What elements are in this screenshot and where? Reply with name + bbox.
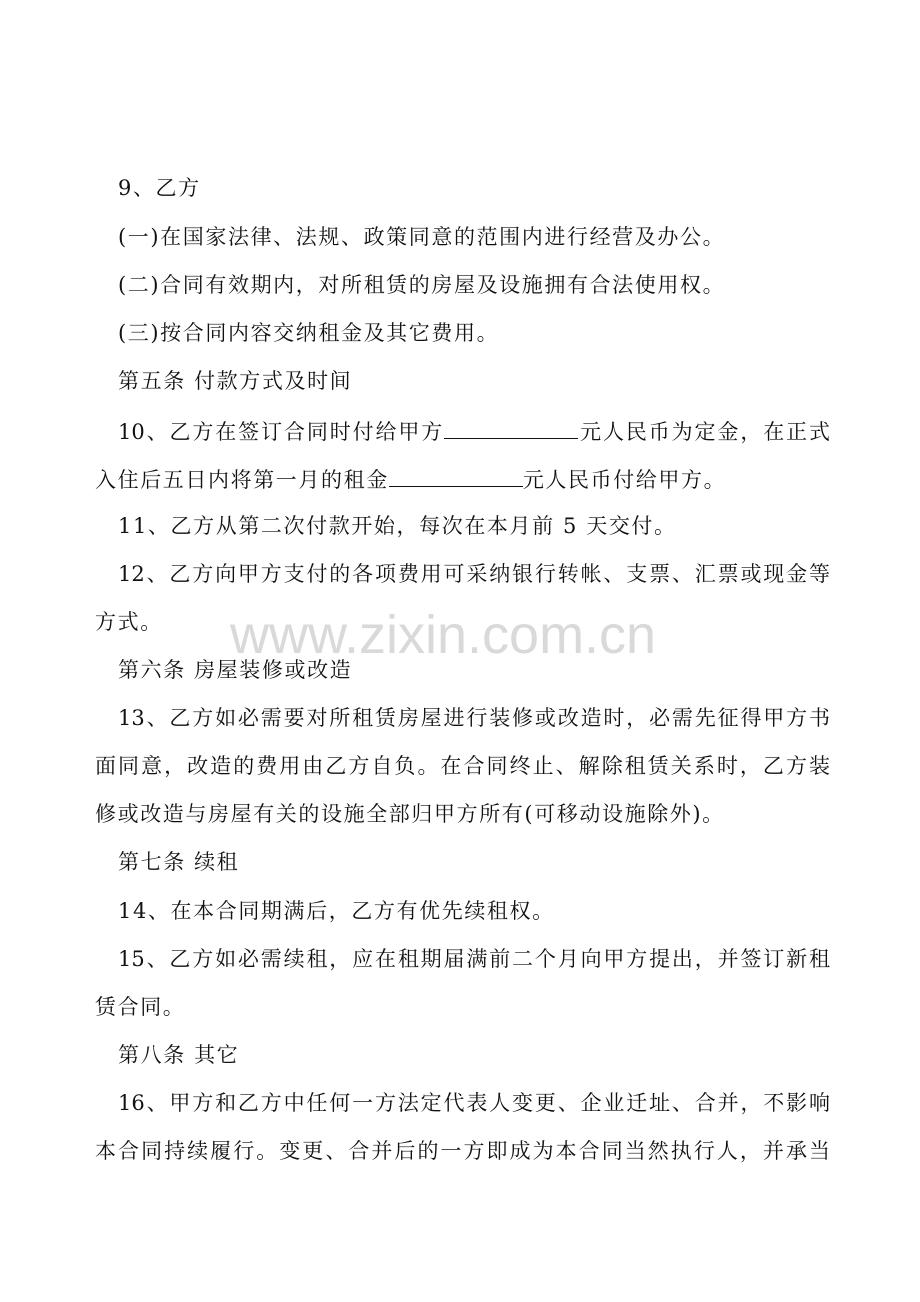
deposit-amount-blank bbox=[444, 418, 578, 439]
clause-11: 11、乙方从第二次付款开始，每次在本月前 5 天交付。 bbox=[118, 514, 677, 538]
clause-10-line-1 bbox=[118, 418, 830, 444]
clause-10-text-c: 入住后五日内将第一月的租金 bbox=[95, 468, 389, 492]
clause-16-line-1: 16、甲方和乙方中任何一方法定代表人变更、企业迁址、合并，不影响 bbox=[118, 1091, 830, 1115]
watermark: www.zixin.com.cn bbox=[230, 605, 657, 665]
clause-15-line-2: 赁合同。 bbox=[95, 995, 186, 1019]
clause-10-text-a: 10、乙方在签订合同时付给甲方 bbox=[118, 420, 445, 444]
clause-13-line-1: 13、乙方如必需要对所租赁房屋进行装修或改造时，必需先征得甲方书 bbox=[118, 706, 830, 730]
article-5-heading: 第五条 付款方式及时间 bbox=[118, 369, 353, 393]
clause-12-line-2: 方式。 bbox=[95, 610, 163, 634]
clause-10-text-b: 元人民币为定金，在正式 bbox=[578, 420, 830, 444]
clause-14: 14、在本合同期满后，乙方有优先续租权。 bbox=[118, 899, 555, 923]
clause-13-line-2: 面同意，改造的费用由乙方自负。在合同终止、解除租赁关系时，乙方装 bbox=[95, 754, 830, 778]
clause-10-line-2 bbox=[95, 466, 726, 492]
clause-10-text-d: 元人民币付给甲方。 bbox=[522, 468, 727, 492]
clause-9-item-2: (二)合同有效期内，对所租赁的房屋及设施拥有合法使用权。 bbox=[118, 273, 726, 297]
clause-9-item-1: (一)在国家法律、法规、政策同意的范围内进行经营及办公。 bbox=[118, 225, 726, 249]
clause-13-line-3: 修或改造与房屋有关的设施全部归甲方所有(可移动设施除外)。 bbox=[95, 802, 725, 826]
article-7-heading: 第七条 续租 bbox=[118, 850, 240, 874]
clause-16-line-2: 本合同持续履行。变更、合并后的一方即成为本合同当然执行人，并承当 bbox=[95, 1139, 830, 1163]
clause-9-item-3: (三)按合同内容交纳租金及其它费用。 bbox=[118, 321, 500, 345]
article-6-heading: 第六条 房屋装修或改造 bbox=[118, 658, 353, 682]
article-8-heading: 第八条 其它 bbox=[118, 1043, 240, 1067]
clause-12-line-1: 12、乙方向甲方支付的各项费用可采纳银行转帐、支票、汇票或现金等 bbox=[118, 562, 830, 586]
clause-9-heading: 9、乙方 bbox=[118, 176, 201, 200]
first-month-rent-blank bbox=[389, 466, 523, 487]
clause-15-line-1: 15、乙方如必需续租，应在租期届满前二个月向甲方提出，并签订新租 bbox=[118, 947, 830, 971]
